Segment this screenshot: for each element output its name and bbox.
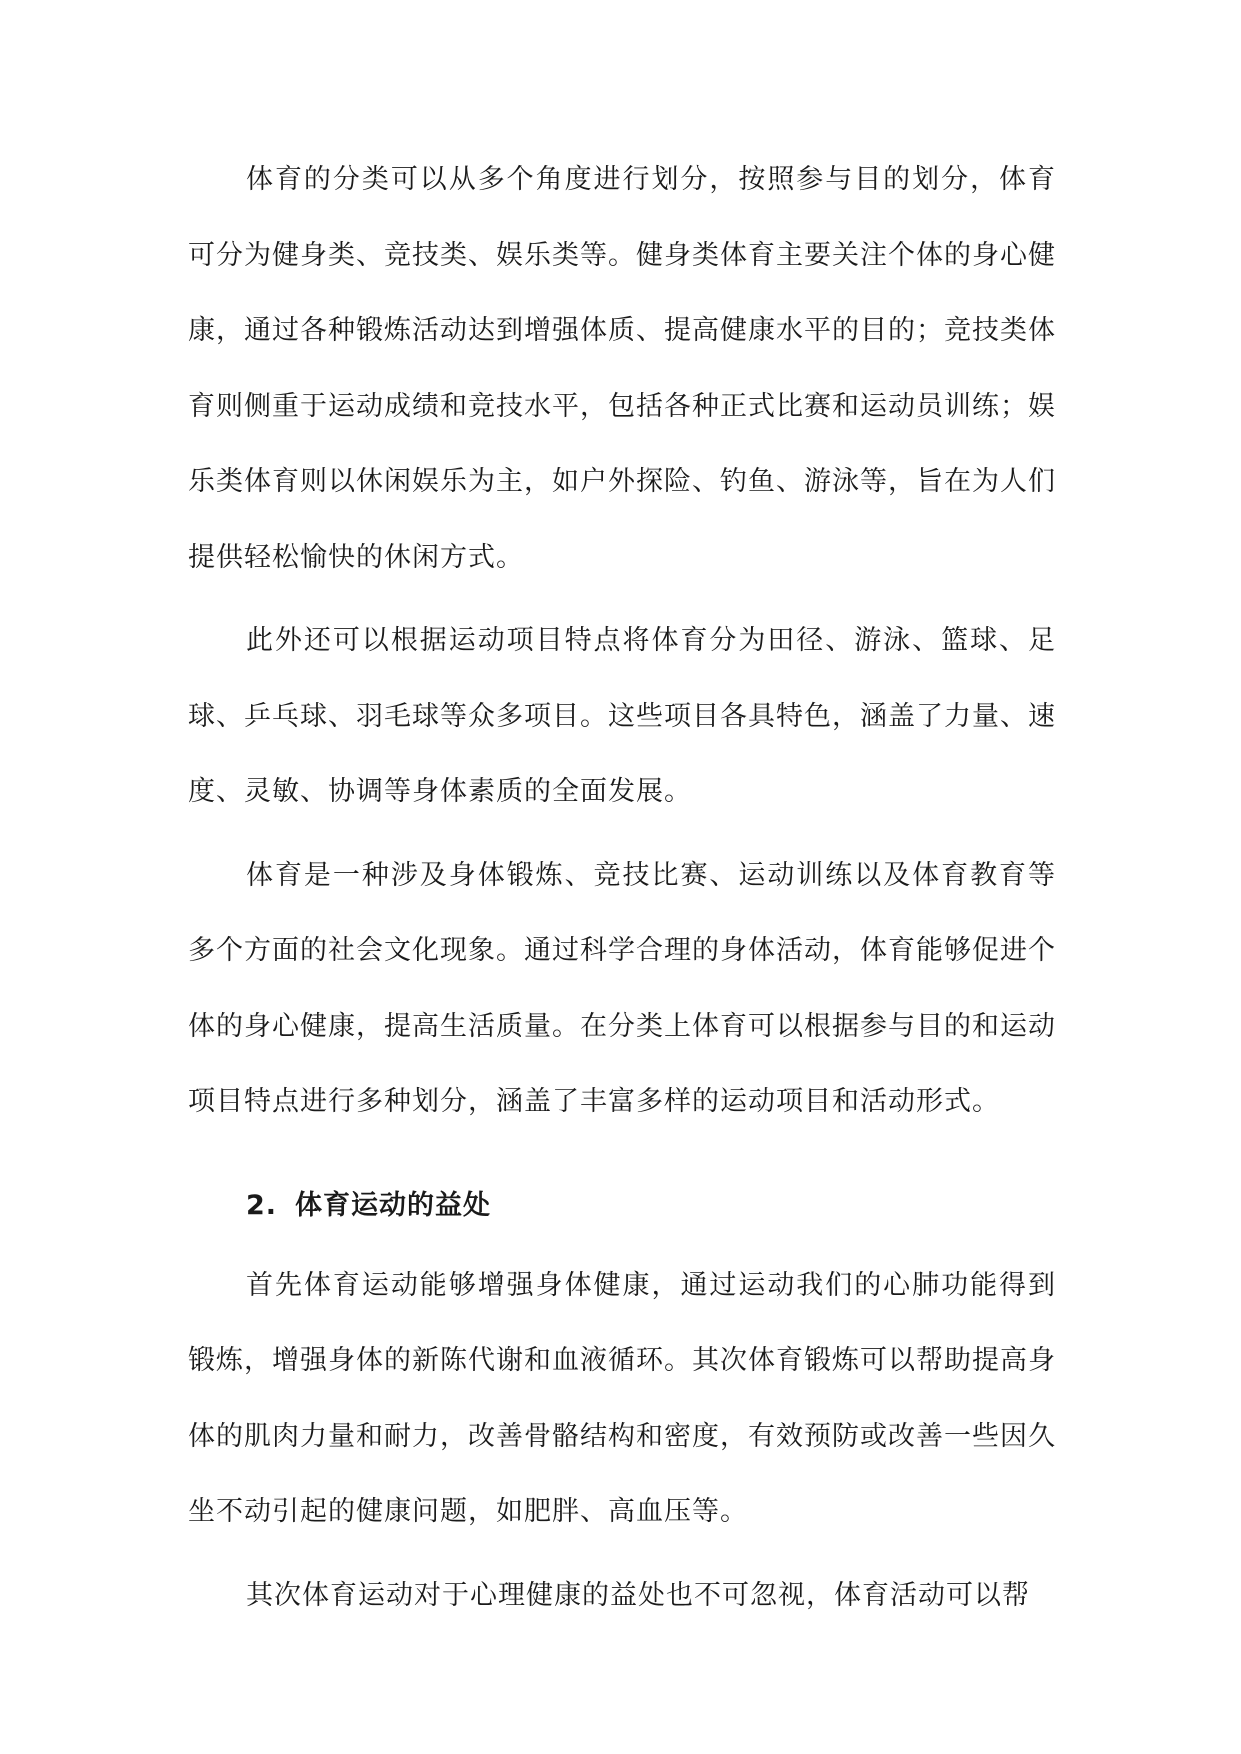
section-number: 2.	[246, 1189, 278, 1221]
paragraph-sport-events: 此外还可以根据运动项目特点将体育分为田径、游泳、篮球、足球、乒乓球、羽毛球等众多项目。这些项目各具特色，涵盖了力量、速度、灵敏、协调等身体素质的全面发展。	[188, 625, 1056, 807]
paragraph-physical-benefits: 首先体育运动能够增强身体健康，通过运动我们的心肺功能得到锻炼，增强身体的新陈代谢和血液循环。其次体育锻炼可以帮助提高身体的肌肉力量和耐力，改善骨骼结构和密度，有效预防或改善一些因久坐不动引起的健康问题，如肥胖、高血压等。	[188, 1269, 1056, 1527]
paragraph-sport-classification: 体育的分类可以从多个角度进行划分，按照参与目的划分，体育可分为健身类、竞技类、娱乐类等。健身类体育主要关注个体的身心健康，通过各种锻炼活动达到增强体质、提高健康水平的目的；竞技类体育则侧重于运动成绩和竞技水平，包括各种正式比赛和运动员训练；娱乐类体育则以休闲娱乐为主，如户外探险、钓鱼、游泳等，旨在为人们提供轻松愉快的休闲方式。	[188, 164, 1056, 573]
document-body	[188, 142, 1056, 1641]
paragraph-mental-benefits: 其次体育运动对于心理健康的益处也不可忽视，体育活动可以帮	[246, 1579, 1030, 1611]
section-heading	[188, 1176, 1056, 1236]
section-title: 体育运动的益处	[295, 1189, 492, 1221]
paragraph-sport-definition: 体育是一种涉及身体锻炼、竞技比赛、运动训练以及体育教育等多个方面的社会文化现象。通过科学合理的身体活动，体育能够促进个体的身心健康，提高生活质量。在分类上体育可以根据参与目的和运动项目特点进行多种划分，涵盖了丰富多样的运动项目和活动形式。	[188, 859, 1056, 1117]
